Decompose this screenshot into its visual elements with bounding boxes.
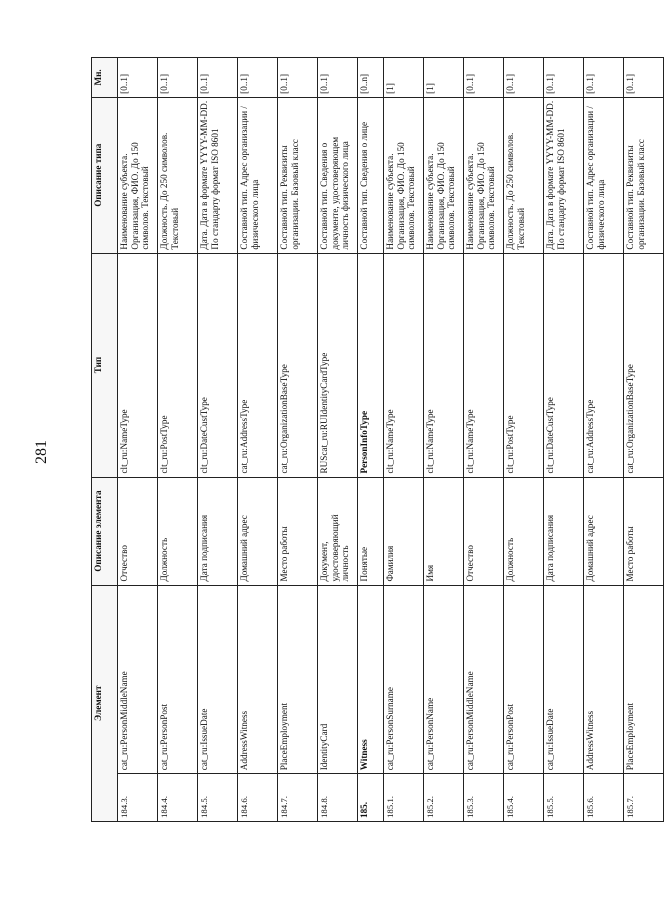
multiplicity: [0..1] xyxy=(464,58,504,98)
element-name: cat_ru:PersonName xyxy=(424,585,464,774)
element-description: Дата подписания xyxy=(544,477,584,585)
element-type: clt_ru:NameType xyxy=(118,253,158,477)
multiplicity: [0..1] xyxy=(278,58,318,98)
element-name: AddressWitness xyxy=(584,585,624,774)
row-number: 185.3. xyxy=(464,774,504,822)
element-name: cat_ru:IssueDate xyxy=(544,585,584,774)
rotated-table-wrapper xyxy=(91,57,646,822)
type-description: Наименование субъекта. Организация, ФИО. До 150 символов. Текстовый xyxy=(424,97,464,253)
table-row xyxy=(544,58,584,822)
element-name: PlaceEmployment xyxy=(624,585,664,774)
type-description: Наименование субъекта. Организация, ФИО. До 150 символов. Текстовый xyxy=(464,97,504,253)
row-number: 184.8. xyxy=(318,774,358,822)
element-description: Домашний адрес xyxy=(238,477,278,585)
element-name: Witness xyxy=(358,585,384,774)
multiplicity: [0..1] xyxy=(584,58,624,98)
element-description: Понятые xyxy=(358,477,384,585)
row-number: 185.1. xyxy=(384,774,424,822)
element-type: clt_ru:NameType xyxy=(384,253,424,477)
table-row xyxy=(384,58,424,822)
header-type: Тип xyxy=(92,253,118,477)
element-type: clt_ru:NameType xyxy=(424,253,464,477)
row-number: 185.6. xyxy=(584,774,624,822)
row-number: 185.4. xyxy=(504,774,544,822)
multiplicity: [0..1] xyxy=(544,58,584,98)
table-row xyxy=(278,58,318,822)
row-number: 184.5. xyxy=(198,774,238,822)
element-type: clt_ru:DateCustType xyxy=(544,253,584,477)
table-row xyxy=(318,58,358,822)
type-description: Составной тип. Адрес организации / физического лица xyxy=(238,97,278,253)
element-name: cat_ru:PersonMiddleName xyxy=(118,585,158,774)
multiplicity: [0..n] xyxy=(358,58,384,98)
element-description: Документ, удостоверяющий личность xyxy=(318,477,358,585)
type-description: Дата. Дата в формате YYYY-MM-DD. По стандарту формат ISO 8601 xyxy=(544,97,584,253)
header-element: Элемент xyxy=(92,585,118,821)
multiplicity: [0..1] xyxy=(118,58,158,98)
type-description: Наименование субъекта. Организация, ФИО. До 150 символов. Текстовый xyxy=(384,97,424,253)
type-description: Составной тип. Сведения о лице xyxy=(358,97,384,253)
row-number: 185.7. xyxy=(624,774,664,822)
element-description: Отчество xyxy=(464,477,504,585)
element-type: clt_ru:DateCustType xyxy=(198,253,238,477)
element-description: Дата подписания xyxy=(198,477,238,585)
table-header-row xyxy=(92,58,118,822)
element-description: Имя xyxy=(424,477,464,585)
element-description: Домашний адрес xyxy=(584,477,624,585)
row-number: 185. xyxy=(358,774,384,822)
element-description: Фамилия xyxy=(384,477,424,585)
element-description: Место работы xyxy=(624,477,664,585)
multiplicity: [0..1] xyxy=(318,58,358,98)
element-name: cat_ru:PersonPost xyxy=(158,585,198,774)
element-name: cat_ru:PersonMiddleName xyxy=(464,585,504,774)
type-description: Должность. До 250 символов. Текстовый xyxy=(158,97,198,253)
multiplicity: [1] xyxy=(384,58,424,98)
table-row xyxy=(358,58,384,822)
table-row xyxy=(584,58,624,822)
element-description: Место работы xyxy=(278,477,318,585)
element-type: clt_ru:NameType xyxy=(464,253,504,477)
multiplicity: [0..1] xyxy=(158,58,198,98)
element-name: cat_ru:PersonPost xyxy=(504,585,544,774)
type-description: Составной тип. Адрес организации / физического лица xyxy=(584,97,624,253)
element-name: IdentityCard xyxy=(318,585,358,774)
element-description: Должность xyxy=(504,477,544,585)
table-row xyxy=(158,58,198,822)
page-number: 281 xyxy=(33,440,50,464)
row-number: 184.3. xyxy=(118,774,158,822)
type-description: Должность. До 250 символов. Текстовый xyxy=(504,97,544,253)
multiplicity: [0..1] xyxy=(198,58,238,98)
element-description: Должность xyxy=(158,477,198,585)
element-name: cat_ru:PersonSurname xyxy=(384,585,424,774)
row-number: 185.5. xyxy=(544,774,584,822)
type-description: Наименование субъекта. Организация, ФИО. До 150 символов. Текстовый xyxy=(118,97,158,253)
header-element-description: Описание элемента xyxy=(92,477,118,585)
header-type-description: Описание типа xyxy=(92,97,118,253)
table-row xyxy=(624,58,664,822)
type-description: Составной тип. Реквизиты организации. Базовый класс xyxy=(624,97,664,253)
table-row xyxy=(424,58,464,822)
type-description: Дата. Дата в формате YYYY-MM-DD. По стандарту формат ISO 8601 xyxy=(198,97,238,253)
row-number: 184.6. xyxy=(238,774,278,822)
table-row xyxy=(118,58,158,822)
element-type: clt_ru:PostType xyxy=(504,253,544,477)
table-row xyxy=(504,58,544,822)
multiplicity: [0..1] xyxy=(504,58,544,98)
element-description: Отчество xyxy=(118,477,158,585)
element-type: cat_ru:OrganizationBaseType xyxy=(624,253,664,477)
table-row xyxy=(238,58,278,822)
multiplicity: [1] xyxy=(424,58,464,98)
type-description: Составной тип. Реквизиты организации. Базовый класс xyxy=(278,97,318,253)
row-number: 185.2. xyxy=(424,774,464,822)
element-name: PlaceEmployment xyxy=(278,585,318,774)
schema-table xyxy=(91,57,664,822)
element-type: cat_ru:OrganizationBaseType xyxy=(278,253,318,477)
element-type: PersonInfoType xyxy=(358,253,384,477)
multiplicity: [0..1] xyxy=(238,58,278,98)
type-description: Составной тип. Сведения о документе, удостоверяющем личность физического лица xyxy=(318,97,358,253)
element-name: cat_ru:IssueDate xyxy=(198,585,238,774)
row-number: 184.7. xyxy=(278,774,318,822)
table-body xyxy=(118,58,664,822)
row-number: 184.4. xyxy=(158,774,198,822)
table-row xyxy=(198,58,238,822)
element-type: clt_ru:PostType xyxy=(158,253,198,477)
element-type: cat_ru:AddressType xyxy=(238,253,278,477)
multiplicity: [0..1] xyxy=(624,58,664,98)
element-type: cat_ru:AddressType xyxy=(584,253,624,477)
table-row xyxy=(464,58,504,822)
element-type: RUScat_ru:RUIdentityCardType xyxy=(318,253,358,477)
header-multiplicity: Мн. xyxy=(92,58,118,98)
element-name: AddressWitness xyxy=(238,585,278,774)
